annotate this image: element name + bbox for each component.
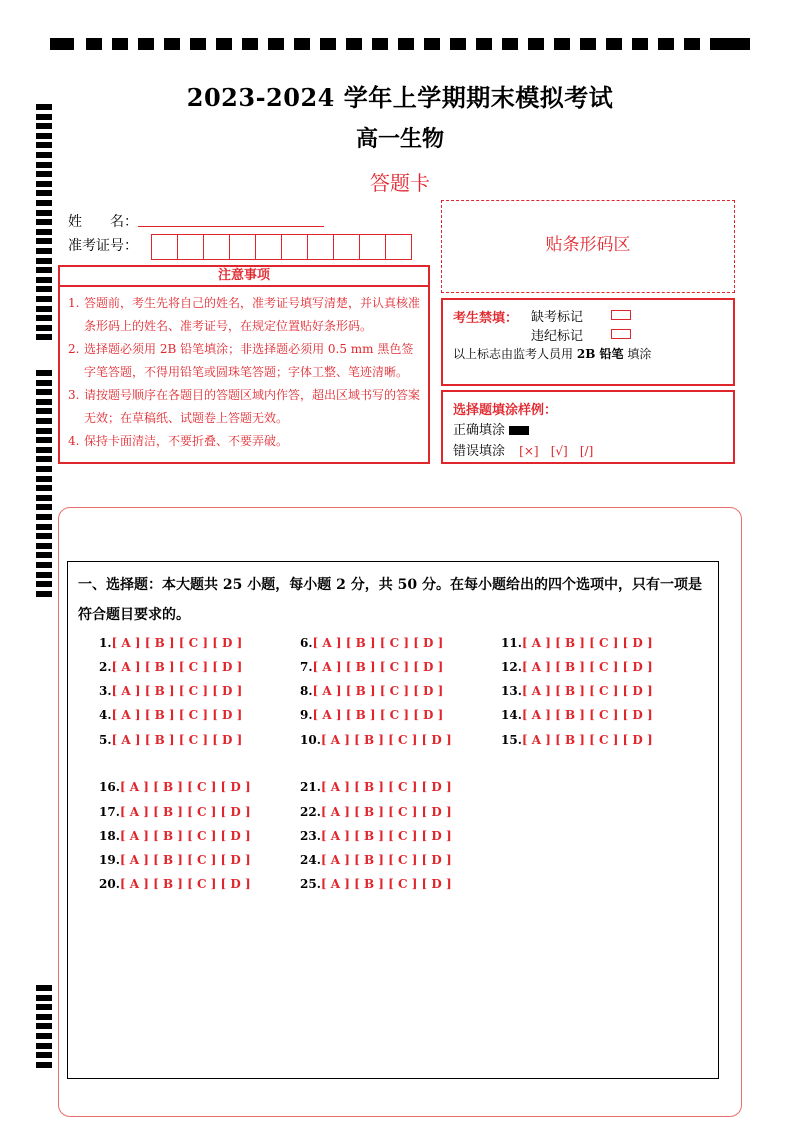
notice-item: 2. 选择题必须用 2B 铅笔填涂；非选择题必须用 0.5 mm 黑色签字笔答题，不得用铅笔或圆珠笔答题；字体工整、笔迹清晰。 [68,342,414,379]
choice-question-22[interactable] [300,805,452,819]
choice-question-2[interactable] [99,660,242,674]
question-number: 22. [300,805,321,819]
choice-question-13[interactable] [501,684,653,698]
answer-options[interactable]: [ A ] [ B ] [ C ] [ D ] [521,733,653,747]
answer-options[interactable]: [ A ] [ B ] [ C ] [ D ] [312,660,444,674]
choice-question-16[interactable] [99,780,251,794]
question-number: 17. [99,805,120,819]
wrong-fill-row: 错误填涂 [×] [√] [/] [453,444,594,459]
exam-title: 2023-2024 学年上学期期末模拟考试 [186,83,614,112]
answer-options[interactable]: [ A ] [ B ] [ C ] [ D ] [312,636,444,650]
choice-question-12[interactable] [501,660,653,674]
question-number: 2. [99,660,112,674]
question-number: 15. [501,733,522,747]
question-number: 14. [501,708,522,722]
top-timing-marks [50,38,750,52]
exam-status-note: 以上标志由监考人员用 2B 铅笔 填涂 [453,347,652,361]
answer-card-label: 答题卡 [370,171,430,195]
choice-question-23[interactable] [300,829,452,843]
choice-question-3[interactable] [99,684,242,698]
question-number: 8. [300,684,313,698]
choice-question-7[interactable] [300,660,443,674]
answer-options[interactable]: [ A ] [ B ] [ C ] [ D ] [320,829,452,843]
question-number: 4. [99,708,112,722]
answer-options[interactable]: [ A ] [ B ] [ C ] [ D ] [119,829,251,843]
question-number: 18. [99,829,120,843]
question-number: 20. [99,877,120,891]
question-number: 11. [501,636,522,650]
subject-title: 高一生物 [355,126,444,152]
choice-question-17[interactable] [99,805,251,819]
correct-fill-row: 正确填涂 [453,419,529,438]
question-number: 24. [300,853,321,867]
answer-options[interactable]: [ A ] [ B ] [ C ] [ D ] [521,708,653,722]
question-number: 23. [300,829,321,843]
choice-question-6[interactable] [300,636,443,650]
answer-options[interactable]: [ A ] [ B ] [ C ] [ D ] [111,684,243,698]
choice-question-15[interactable] [501,733,653,747]
answer-options[interactable]: [ A ] [ B ] [ C ] [ D ] [111,708,243,722]
choice-question-9[interactable] [300,708,443,722]
answer-options[interactable]: [ A ] [ B ] [ C ] [ D ] [320,805,452,819]
absent-mark-label: 缺考标记 [531,310,584,325]
notice-title: 注意事项 [58,265,430,287]
answer-options[interactable]: [ A ] [ B ] [ C ] [ D ] [320,853,452,867]
choice-question-24[interactable] [300,853,452,867]
choice-question-19[interactable] [99,853,251,867]
answer-options[interactable]: [ A ] [ B ] [ C ] [ D ] [119,805,251,819]
answer-options[interactable]: [ A ] [ B ] [ C ] [ D ] [320,877,452,891]
fill-example-heading: 选择题填涂样例： [453,403,558,418]
name-label: 姓 名： [68,214,138,230]
question-number: 5. [99,733,112,747]
question-number: 13. [501,684,522,698]
question-number: 25. [300,877,321,891]
id-digit-box[interactable] [359,234,386,260]
filled-box-sample [509,426,529,435]
id-digit-box[interactable] [229,234,256,260]
section1-heading: 一、选择题：本大题共 25 小题，每小题 2 分，共 50 分。在每小题给出的四个选项中，只有一项是符合题目要求的。 [78,577,702,623]
answer-options[interactable]: [ A ] [ B ] [ C ] [ D ] [320,733,452,747]
question-number: 19. [99,853,120,867]
id-digit-box[interactable] [333,234,360,260]
question-number: 6. [300,636,313,650]
question-number: 21. [300,780,321,794]
answer-options[interactable]: [ A ] [ B ] [ C ] [ D ] [111,636,243,650]
violation-mark-box[interactable] [611,329,631,339]
id-digit-box[interactable] [177,234,204,260]
id-digit-box[interactable] [307,234,334,260]
choice-question-8[interactable] [300,684,443,698]
question-number: 12. [501,660,522,674]
exam-status-heading: 考生禁填： [453,311,519,326]
id-digit-box[interactable] [151,234,178,260]
question-number: 9. [300,708,313,722]
exam-id-boxes[interactable] [152,234,412,260]
answer-options[interactable]: [ A ] [ B ] [ C ] [ D ] [312,708,444,722]
answer-options[interactable]: [ A ] [ B ] [ C ] [ D ] [521,684,653,698]
id-digit-box[interactable] [281,234,308,260]
answer-options[interactable]: [ A ] [ B ] [ C ] [ D ] [119,853,251,867]
id-digit-box[interactable] [385,234,412,260]
exam-status-box [441,298,735,386]
answer-options[interactable]: [ A ] [ B ] [ C ] [ D ] [312,684,444,698]
answer-options[interactable]: [ A ] [ B ] [ C ] [ D ] [119,780,251,794]
answer-options[interactable]: [ A ] [ B ] [ C ] [ D ] [320,780,452,794]
choice-question-11[interactable] [501,636,653,650]
fill-example-box [441,390,735,464]
notice-item: 4. 保持卡面清洁，不要折叠、不要弄破。 [68,434,289,448]
barcode-area: 贴条形码区 [441,200,735,293]
answer-options[interactable]: [ A ] [ B ] [ C ] [ D ] [521,636,653,650]
question-number: 3. [99,684,112,698]
violation-mark-label: 违纪标记 [531,329,584,344]
question-number: 16. [99,780,120,794]
notice-list [58,286,430,464]
notice-item: 1. 答题前，考生先将自己的姓名，准考证号填写清楚，并认真核准条形码上的姓名、准考证号，在规定位置贴好条形码。 [68,296,421,333]
answer-options[interactable]: [ A ] [ B ] [ C ] [ D ] [111,733,243,747]
name-input-line[interactable] [138,226,324,227]
exam-id-label: 准考证号： [68,238,138,254]
choice-question-10[interactable] [300,733,452,747]
choice-question-14[interactable] [501,708,653,722]
choice-question-4[interactable] [99,708,242,722]
notice-item: 3. 请按题号顺序在各题目的答题区域内作答，超出区域书写的答案无效；在草稿纸、试题卷上答题无效。 [68,388,421,425]
absent-mark-box[interactable] [611,310,631,320]
answer-options[interactable]: [ A ] [ B ] [ C ] [ D ] [111,660,243,674]
answer-options[interactable]: [ A ] [ B ] [ C ] [ D ] [521,660,653,674]
choice-question-25[interactable] [300,877,452,891]
question-number: 7. [300,660,313,674]
id-digit-box[interactable] [255,234,282,260]
answer-options[interactable]: [ A ] [ B ] [ C ] [ D ] [119,877,251,891]
choice-question-21[interactable] [300,780,452,794]
choice-question-5[interactable] [99,733,242,747]
question-number: 1. [99,636,112,650]
choice-question-18[interactable] [99,829,251,843]
choice-question-20[interactable] [99,877,251,891]
question-number: 10. [300,733,321,747]
id-digit-box[interactable] [203,234,230,260]
choice-question-1[interactable] [99,636,242,650]
